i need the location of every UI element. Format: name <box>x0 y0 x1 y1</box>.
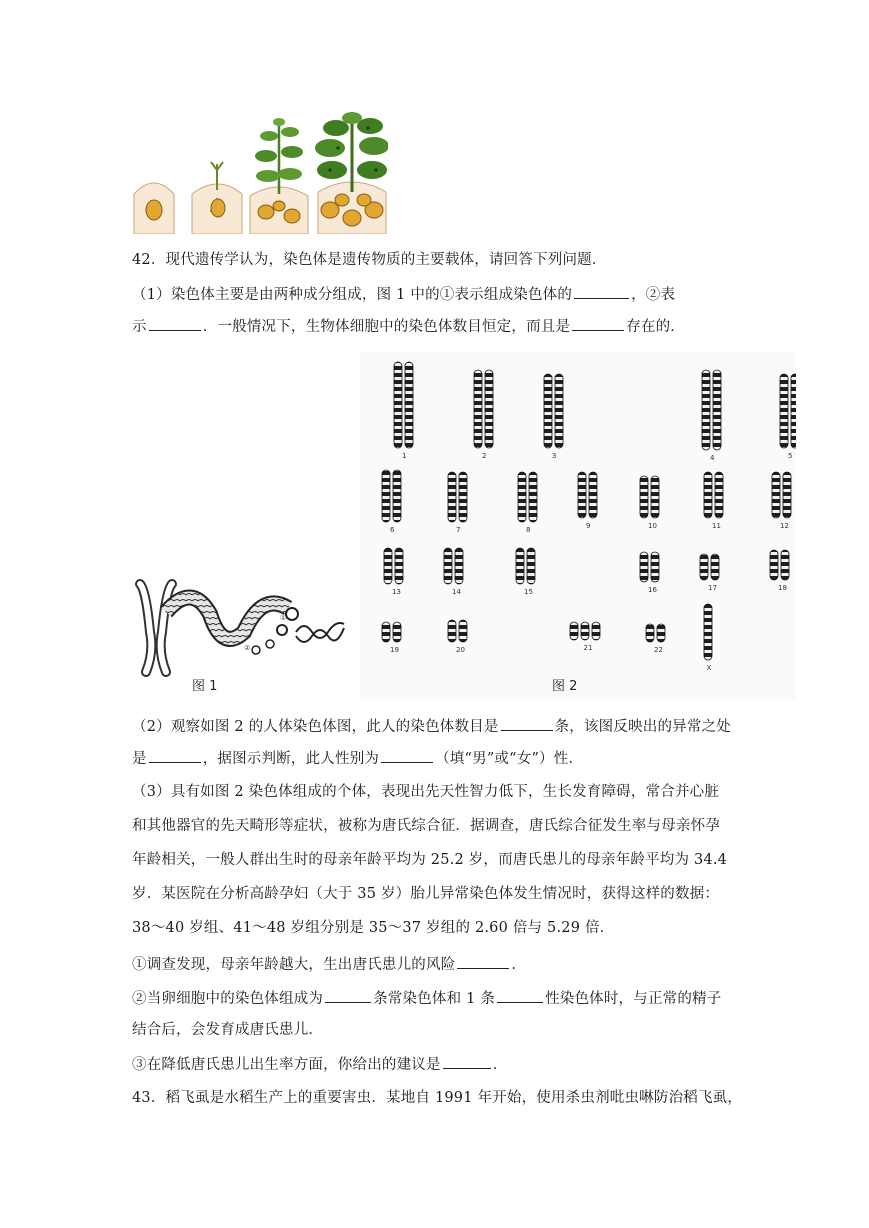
text-segment: ． <box>492 1057 508 1073</box>
answer-blank-6[interactable] <box>381 748 433 763</box>
chromosome-7-copy-2 <box>459 472 467 522</box>
chromosome-21-copy-1 <box>570 622 578 640</box>
karyotype-label-19: 19 <box>390 646 399 654</box>
text-segment: （填“男”或“女”）性． <box>435 751 584 767</box>
chromosome-21-copy-3 <box>592 622 600 640</box>
text-segment: ②当卵细胞中的染色体组成为 <box>132 991 324 1007</box>
chromosome-18-copy-2 <box>781 550 789 580</box>
chromosome-19-copy-2 <box>393 622 401 642</box>
chromosome-11-copy-2 <box>715 472 723 518</box>
figure-2-caption: 图 2 <box>552 679 578 694</box>
karyotype-label-8: 8 <box>526 526 531 534</box>
chromosome-12-copy-2 <box>783 472 791 518</box>
q43-intro: 43．稻飞虱是水稻生产上的重要害虫．某地自 1991 年开始，使用杀虫剂吡虫啉防治稻飞虱， <box>132 1090 743 1106</box>
potato-growth-illustration <box>132 112 388 234</box>
karyotype-label-4: 4 <box>710 454 715 462</box>
chromosome-10-copy-2 <box>651 476 659 518</box>
chromosome-9-copy-2 <box>589 472 597 518</box>
q42-part1-line2 <box>132 316 792 337</box>
karyotype-label-22: 22 <box>654 646 663 654</box>
karyotype-label-16: 16 <box>648 586 657 594</box>
answer-blank-7[interactable] <box>457 954 509 969</box>
chromosome-14-copy-2 <box>455 548 463 584</box>
text-segment: （1）染色体主要是由两种成分组成，图 1 中的①表示组成染色体的 <box>132 287 573 303</box>
fig1-marker-1: ① <box>280 614 287 622</box>
karyotype-label-11: 11 <box>712 522 721 530</box>
text-segment: ，据图示判断，此人性别为 <box>202 751 380 767</box>
chromosome-14-copy-1 <box>444 548 452 584</box>
chromosome-16-copy-2 <box>651 552 659 582</box>
potato-stage-4 <box>315 112 388 234</box>
chromosome-8-copy-1 <box>518 472 526 522</box>
q42-sub1 <box>132 954 792 975</box>
answer-blank-1[interactable] <box>574 284 629 299</box>
text-segment: 存在的． <box>626 319 686 335</box>
chromosome-4-copy-1 <box>702 370 710 450</box>
potato-stage-2 <box>192 162 242 234</box>
answer-blank-5[interactable] <box>149 748 201 763</box>
q42-part3-line2: 和其他器官的先天畸形等症状，被称为唐氏综合征．据调查，唐氏综合征发生率与母亲怀孕 <box>132 818 720 834</box>
q42-intro: 42．现代遗传学认为，染色体是遗传物质的主要载体，请回答下列问题． <box>132 252 607 268</box>
chromosome-11-copy-1 <box>704 472 712 518</box>
chromosome-2-copy-2 <box>485 370 493 448</box>
chromosome-10-copy-1 <box>640 476 648 518</box>
chromosome-19-copy-1 <box>382 622 390 642</box>
text-segment: ． <box>511 957 527 973</box>
q42-part3-line3: 年龄相关，一般人群出生时的母亲年龄平均为 25.2 岁，而唐氏患儿的母亲年龄平均为 34.4 <box>132 852 728 868</box>
chromosome-18-copy-1 <box>770 550 778 580</box>
chromosome-13-copy-1 <box>384 548 392 584</box>
karyotype-label-X: X <box>706 664 712 672</box>
q42-part1-line1 <box>132 284 792 305</box>
text-segment: 示 <box>132 319 147 335</box>
karyotype-label-20: 20 <box>456 646 465 654</box>
text-segment: ．一般情况下，生物体细胞中的染色体数目恒定，而且是 <box>202 319 571 335</box>
chromosome-20-copy-1 <box>448 620 456 642</box>
q42-sub3 <box>132 1054 792 1075</box>
text-segment: 性染色体时，与正常的精子 <box>545 991 722 1007</box>
karyotype-label-21: 21 <box>583 644 593 652</box>
potato-stage-1 <box>134 183 174 234</box>
answer-blank-2[interactable] <box>149 316 201 331</box>
answer-blank-10[interactable] <box>443 1054 491 1069</box>
karyotype-label-6: 6 <box>390 526 395 534</box>
fig1-marker-2: ② <box>244 644 251 652</box>
chromosome-3-copy-1 <box>544 374 552 448</box>
karyotype-label-17: 17 <box>708 584 717 592</box>
text-segment: 条，该图反映出的异常之处 <box>554 719 731 735</box>
q42-part2-line1 <box>132 716 792 737</box>
answer-blank-3[interactable] <box>572 316 624 331</box>
karyotype-label-14: 14 <box>452 588 461 596</box>
text-segment: 条常染色体和 1 条 <box>373 991 496 1007</box>
chromosome-15-copy-1 <box>516 548 524 584</box>
karyotype-label-2: 2 <box>482 452 487 460</box>
chromosome-5-copy-1 <box>780 374 788 448</box>
chromosome-X-copy-1 <box>704 604 712 660</box>
answer-blank-9[interactable] <box>497 988 543 1003</box>
karyotype-label-12: 12 <box>780 522 789 530</box>
figure-1-chromosome-structure <box>140 584 344 694</box>
karyotype-label-18: 18 <box>778 584 787 592</box>
chromosome-22-copy-2 <box>657 624 665 642</box>
karyotype-label-3: 3 <box>552 452 557 460</box>
q42-part3-line5: 38～40 岁组、41～48 岁组分别是 35～37 岁组的 2.60 倍与 5.29 倍． <box>132 920 615 936</box>
karyotype-label-5: 5 <box>788 452 793 460</box>
chromosome-9-copy-1 <box>578 472 586 518</box>
text-segment: （2）观察如图 2 的人体染色体图，此人的染色体数目是 <box>132 719 499 735</box>
figure-2-karyotype <box>360 352 796 700</box>
karyotype-label-10: 10 <box>648 522 657 530</box>
karyotype-label-1: 1 <box>402 452 407 460</box>
chromosome-4-copy-2 <box>713 370 721 450</box>
chromosome-16-copy-1 <box>640 552 648 582</box>
chromosome-12-copy-1 <box>772 472 780 518</box>
chromosome-8-copy-2 <box>529 472 537 522</box>
chromosome-22-copy-1 <box>646 624 654 642</box>
answer-blank-8[interactable] <box>325 988 371 1003</box>
potato-stage-3 <box>250 118 308 234</box>
text-segment: ③在降低唐氏患儿出生率方面，你给出的建议是 <box>132 1057 441 1073</box>
chromosome-20-copy-2 <box>459 620 467 642</box>
figure-1-caption: 图 1 <box>192 679 218 694</box>
chromosome-21-copy-2 <box>581 622 589 640</box>
chromosome-figure <box>132 352 796 700</box>
q42-part2-line2 <box>132 748 792 769</box>
text-segment: ，②表 <box>631 287 676 303</box>
karyotype-label-15: 15 <box>524 588 533 596</box>
q42-part3-line4: 岁．某医院在分析高龄孕妇（大于 35 岁）胎儿异常染色体发生情况时，获得这样的数据： <box>132 886 720 902</box>
chromosome-6-copy-2 <box>393 470 401 522</box>
karyotype-label-9: 9 <box>586 522 591 530</box>
karyotype-label-13: 13 <box>392 588 401 596</box>
chromosome-7-copy-1 <box>448 472 456 522</box>
chromosome-2-copy-1 <box>474 370 482 448</box>
chromosome-6-copy-1 <box>382 470 390 522</box>
q42-part3-line1: （3）具有如图 2 染色体组成的个体，表现出先天性智力低下，生长发育障碍，常合并心脏 <box>132 784 720 800</box>
q42-sub2-line2: 结合后，会发育成唐氏患儿． <box>132 1022 324 1038</box>
text-segment: ①调查发现，母亲年龄越大，生出唐氏患儿的风险 <box>132 957 456 973</box>
chromosome-15-copy-2 <box>527 548 535 584</box>
chromosome-3-copy-2 <box>555 374 563 448</box>
karyotype-label-7: 7 <box>456 526 461 534</box>
chromosome-17-copy-2 <box>711 554 719 580</box>
q42-sub2-line1 <box>132 988 792 1009</box>
text-segment: 是 <box>132 751 147 767</box>
chromosome-17-copy-1 <box>700 554 708 580</box>
chromosome-13-copy-2 <box>395 548 403 584</box>
answer-blank-4[interactable] <box>501 716 553 731</box>
chromosome-1-copy-2 <box>405 362 413 448</box>
chromosome-5-copy-2 <box>791 374 796 448</box>
chromosome-1-copy-1 <box>394 362 402 448</box>
